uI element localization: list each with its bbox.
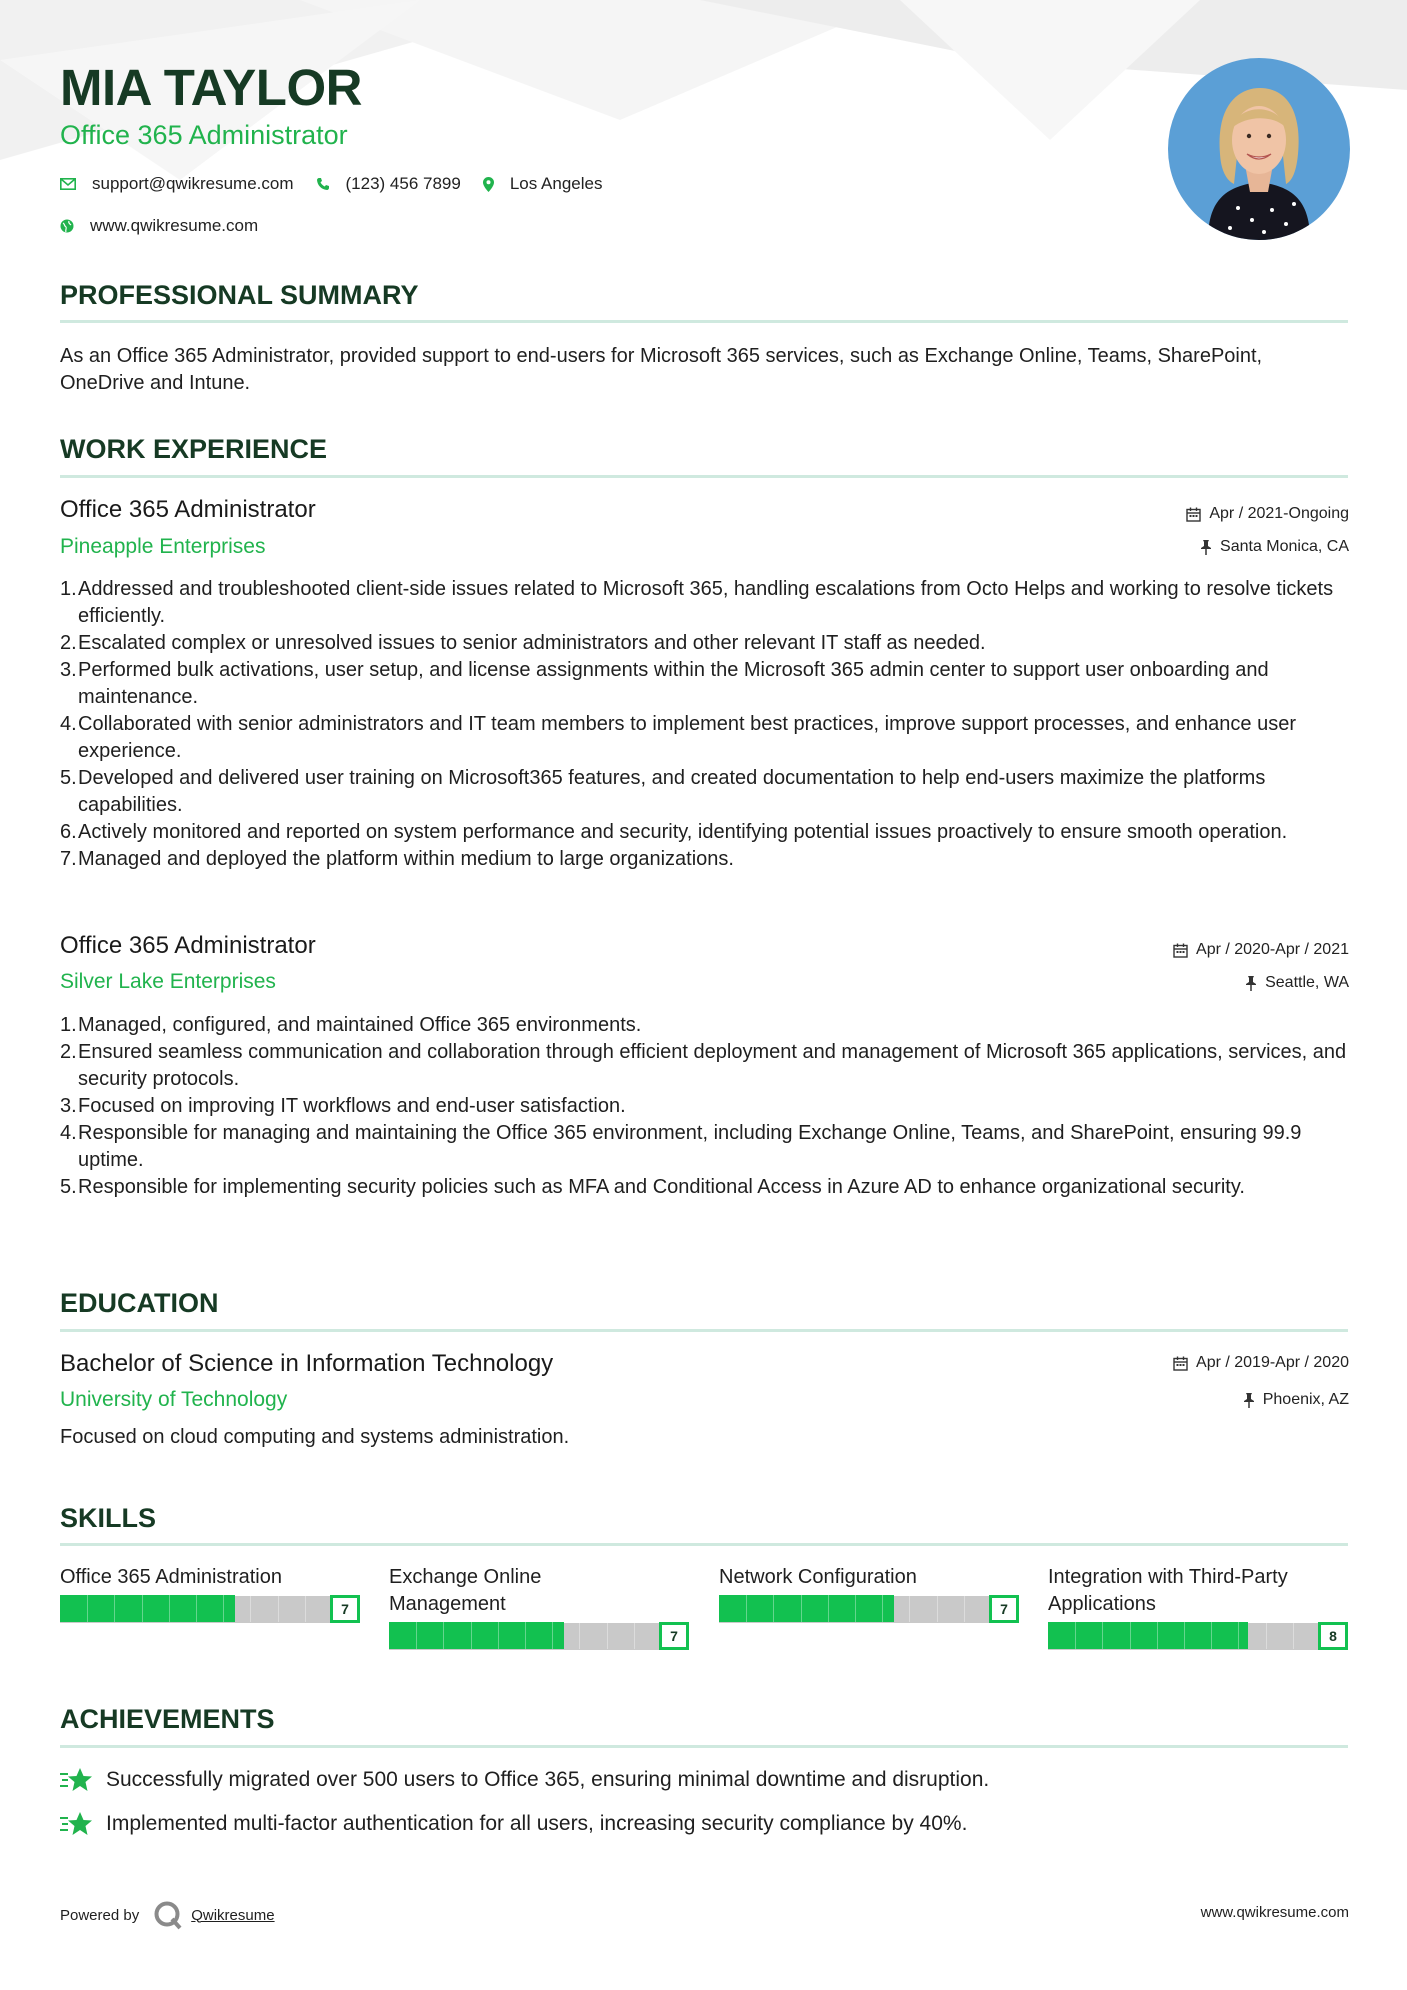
skill-item (389, 1564, 689, 1652)
skill-bar-segment (223, 1595, 224, 1622)
achievement-text: Successfully migrated over 500 users to Office 365, ensuring minimal downtime and disruption. (106, 1768, 990, 1791)
list-item: 3. Performed bulk activations, user setup, and license assignments within the Microsoft 365 admin center to support user onboarding and maintenance. (60, 659, 1269, 708)
skill-bar-segment (443, 1622, 444, 1649)
job-location-text: Seattle, WA (1265, 974, 1349, 991)
job-dates-text: Apr / 2020-Apr / 2021 (1196, 941, 1349, 958)
skill-bar-segment (196, 1595, 197, 1622)
job-dates (1173, 941, 1349, 959)
list-item: 4. Collaborated with senior administrators and IT team members to implement best practices, improve support processes, and enhance user experience. (60, 713, 1296, 762)
skill-level-bar (719, 1595, 1019, 1625)
skill-bar-segment (909, 1595, 910, 1622)
skill-level-badge: 8 (1318, 1622, 1348, 1650)
list-item: 6. Actively monitored and reported on system performance and security, identifying potential issues proactively to ensure smooth operation. (60, 821, 1288, 843)
section-divider (60, 1329, 1348, 1332)
pushpin-icon (1245, 976, 1257, 991)
skill-level-bar (389, 1622, 689, 1652)
skill-bar-segment (142, 1595, 143, 1622)
envelope-icon (60, 178, 76, 190)
skill-level-bar (1048, 1622, 1348, 1652)
skill-level-badge: 7 (330, 1595, 360, 1623)
pushpin-icon (1200, 540, 1212, 555)
skill-bar-segment (964, 1595, 965, 1622)
job-dates (1186, 505, 1349, 523)
skill-bar-segment (1238, 1622, 1239, 1649)
calendar-icon (1173, 1356, 1188, 1371)
skill-item (1048, 1564, 1348, 1652)
star-icon (60, 1766, 92, 1794)
skill-bar-segment (1130, 1622, 1131, 1649)
list-item: 1. Managed, configured, and maintained Office 365 environments. (60, 1014, 642, 1036)
skill-bar-segment (1211, 1622, 1212, 1649)
website-text: www.qwikresume.com (90, 216, 259, 235)
skill-name: Exchange Online Management (389, 1566, 542, 1615)
skill-item (60, 1564, 360, 1625)
skill-bar-segment (278, 1595, 279, 1622)
contact-phone[interactable] (316, 174, 461, 194)
list-item: 5. Responsible for implementing security policies such as MFA and Conditional Access in Azure AD to enhance organizational security. (60, 1176, 1245, 1198)
candidate-name: MIA TAYLOR (60, 59, 362, 116)
skill-bar-segment (855, 1595, 856, 1622)
phone-text: (123) 456 7899 (345, 174, 461, 193)
list-item: 3. Focused on improving IT workflows and end-user satisfaction. (60, 1095, 626, 1117)
qwikresume-link[interactable]: Qwikresume (191, 1906, 275, 1924)
degree-title: Bachelor of Science in Information Technology (60, 1350, 554, 1377)
education-heading: EDUCATION (60, 1288, 219, 1318)
job-location (1200, 538, 1349, 556)
education-location-text: Phoenix, AZ (1262, 1391, 1349, 1408)
location-text: Los Angeles (509, 174, 603, 193)
skill-bar-segment (579, 1622, 580, 1649)
skill-bar-segment (1157, 1622, 1158, 1649)
education-dates-text: Apr / 2019-Apr / 2020 (1196, 1354, 1349, 1371)
skill-name: Integration with Third-Party Applications (1048, 1566, 1288, 1615)
star-icon (60, 1810, 92, 1838)
profile-photo (1168, 58, 1350, 240)
list-item: 7. Managed and deployed the platform within medium to large organizations. (60, 848, 734, 870)
skill-bar-segment (471, 1622, 472, 1649)
job-title: Office 365 Administrator (60, 932, 316, 959)
list-item: 4. Responsible for managing and maintaining the Office 365 environment, including Exchange Online, Teams, and SharePoint, ensuring 99.9 uptime. (60, 1122, 1302, 1171)
skill-bar-segment (552, 1622, 553, 1649)
section-divider (60, 1745, 1348, 1748)
skill-bar-segment (114, 1595, 115, 1622)
section-divider (60, 475, 1348, 478)
job-responsibilities (60, 576, 1350, 873)
qwikresume-logo-icon (153, 1900, 183, 1930)
achievements-heading: ACHIEVEMENTS (60, 1704, 275, 1734)
profile-photo-illustration (1168, 58, 1350, 240)
contact-location (483, 174, 603, 194)
skill-bar-fill (1048, 1622, 1248, 1649)
candidate-title: Office 365 Administrator (60, 120, 348, 150)
skill-bar-segment (87, 1595, 88, 1622)
education-description: Focused on cloud computing and systems administration. (60, 1426, 570, 1448)
skill-level-badge: 7 (989, 1595, 1019, 1623)
list-item: 2. Escalated complex or unresolved issues to senior administrators and other relevant IT staff as needed. (60, 632, 986, 654)
experience-heading: WORK EXPERIENCE (60, 434, 328, 464)
contact-row (60, 174, 624, 194)
education-dates (1173, 1354, 1349, 1372)
phone-icon (316, 177, 330, 191)
list-item: 5. Developed and delivered user training on Microsoft365 features, and created documentation to help end-users maximize the platforms capabilities. (60, 767, 1266, 816)
skill-bar-segment (746, 1595, 747, 1622)
skill-bar-segment (250, 1595, 251, 1622)
calendar-icon (1186, 507, 1201, 522)
skill-level-bar (60, 1595, 360, 1625)
achievement-item (60, 1810, 967, 1838)
education-location (1243, 1391, 1349, 1409)
contact-website[interactable] (60, 216, 258, 236)
skill-bar-segment (1266, 1622, 1267, 1649)
summary-heading: PROFESSIONAL SUMMARY (60, 280, 419, 310)
list-item: 2. Ensured seamless communication and collaboration through efficient deployment and management of Microsoft 365 applications, services, and security protocols. (60, 1041, 1347, 1090)
school-name: University of Technology (60, 1388, 288, 1411)
skill-bar-segment (416, 1622, 417, 1649)
skill-bar-segment (773, 1595, 774, 1622)
skill-bar-segment (1293, 1622, 1294, 1649)
skill-bar-segment (498, 1622, 499, 1649)
skill-bar-segment (525, 1622, 526, 1649)
map-pin-icon (483, 177, 494, 192)
job-dates-text: Apr / 2021-Ongoing (1209, 505, 1349, 522)
skill-bar-segment (305, 1595, 306, 1622)
job-responsibilities (60, 1012, 1350, 1201)
footer-powered-by (60, 1900, 275, 1930)
section-divider (60, 320, 1348, 323)
skill-bar-segment (169, 1595, 170, 1622)
skill-name: Office 365 Administration (60, 1566, 282, 1588)
calendar-icon (1173, 943, 1188, 958)
achievement-item (60, 1766, 989, 1794)
company-name: Pineapple Enterprises (60, 535, 266, 558)
globe-icon (60, 219, 74, 233)
skill-bar-segment (1102, 1622, 1103, 1649)
skill-level-badge: 7 (659, 1622, 689, 1650)
powered-by-label: Powered by (60, 1906, 140, 1924)
contact-email[interactable] (60, 174, 294, 194)
job-title: Office 365 Administrator (60, 496, 316, 523)
skill-bar-segment (828, 1595, 829, 1622)
job-location-text: Santa Monica, CA (1220, 538, 1349, 555)
skill-bar-segment (607, 1622, 608, 1649)
list-item: 1. Addressed and troubleshooted client-side issues related to Microsoft 365, handling escalations from Octo Helps and working to resolve tickets efficiently. (60, 578, 1334, 627)
email-text: support@qwikresume.com (92, 174, 294, 193)
skill-bar-segment (882, 1595, 883, 1622)
skill-bar-segment (937, 1595, 938, 1622)
achievement-text: Implemented multi-factor authentication for all users, increasing security compliance by 40%. (106, 1812, 968, 1835)
skill-item (719, 1564, 1019, 1625)
company-name: Silver Lake Enterprises (60, 970, 276, 993)
skill-bar-segment (801, 1595, 802, 1622)
summary-text: As an Office 365 Administrator, provided support to end-users for Microsoft 365 services, such as Exchange Online, Teams, SharePoint, OneDrive and Intune. (60, 345, 1263, 394)
pushpin-icon (1243, 1393, 1255, 1408)
skill-bar-segment (1075, 1622, 1076, 1649)
contact-row-website (60, 216, 280, 236)
footer-url[interactable]: www.qwikresume.com (1200, 1904, 1349, 1921)
skill-bar-segment (634, 1622, 635, 1649)
skill-bar-segment (1184, 1622, 1185, 1649)
section-divider (60, 1543, 1348, 1546)
skill-name: Network Configuration (719, 1566, 917, 1588)
skills-heading: SKILLS (60, 1503, 157, 1533)
job-location (1245, 974, 1349, 992)
